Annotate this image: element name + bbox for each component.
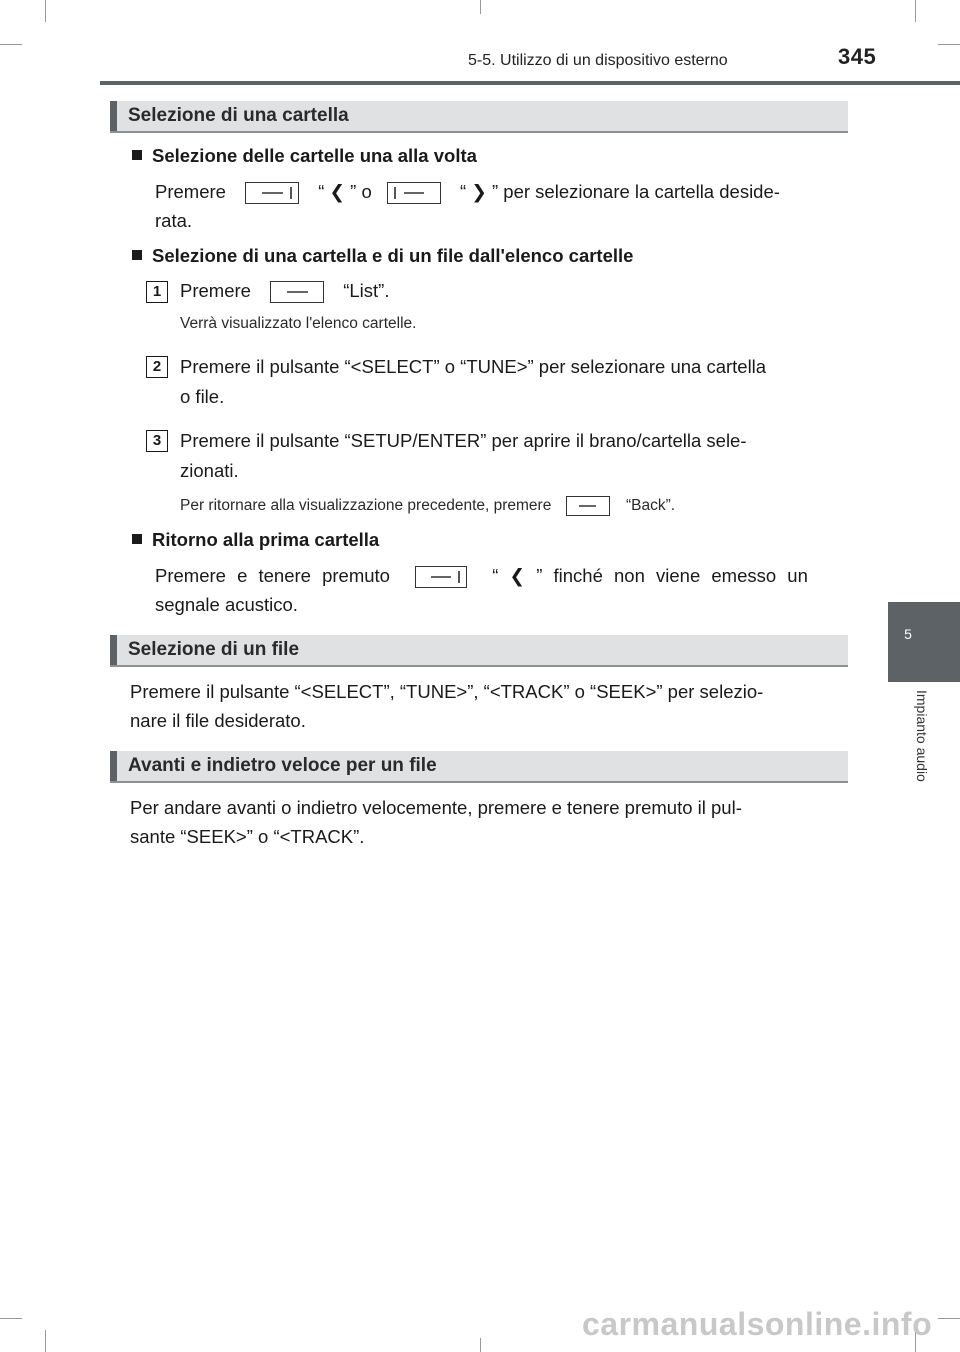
step-2-line2: o file. — [180, 386, 225, 407]
crop-mark — [480, 0, 481, 14]
chapter-tab-number: 5 — [904, 626, 912, 642]
section-stripe — [110, 751, 117, 781]
crop-mark — [45, 1330, 46, 1352]
ffrew-line1: Per andare avanti o indietro velocemente, premere e tenere premuto il pul- — [130, 797, 742, 818]
chapter-title: 5-5. Utilizzo di un dispositivo esterno — [468, 52, 728, 69]
bullet-square-icon — [132, 534, 142, 544]
step-3-line2: zionati. — [180, 460, 239, 481]
paragraph-first-folder: Premere e tenere premuto “ ❮ ” finché non viene emesso un — [155, 561, 845, 590]
step-number: 3 — [146, 430, 168, 452]
crop-mark — [915, 0, 916, 22]
page-number: 345 — [838, 44, 877, 69]
subheading-list: Selezione di una cartella e di un file dall'elenco cartelle — [132, 245, 633, 267]
crop-mark — [45, 0, 46, 22]
bullet-square-icon — [132, 150, 142, 160]
crop-mark — [480, 1338, 481, 1352]
step-1-note: Verrà visualizzato l'elenco cartelle. — [180, 315, 417, 332]
header-rule — [100, 81, 960, 85]
step-1-text: Premere “List”. — [180, 276, 389, 305]
file-line1: Premere il pulsante “<SELECT”, “TUNE>”, “<TRACK” o “SEEK>” per selezio- — [130, 681, 764, 702]
button-icon — [566, 496, 610, 516]
button-icon — [415, 566, 467, 588]
paragraph-line: segnale acustico. — [155, 594, 298, 615]
section-title-ffrew: Avanti e indietro veloce per un file — [128, 755, 437, 776]
chapter-side-label: Impianto audio — [914, 690, 930, 782]
section-bar-ffrew — [110, 751, 848, 783]
subheading-one-by-one: Selezione delle cartelle una alla volta — [132, 145, 477, 167]
section-title-folder: Selezione di una cartella — [128, 105, 349, 126]
bullet-square-icon — [132, 250, 142, 260]
step-2-line1: Premere il pulsante “<SELECT” o “TUNE>” per selezionare una cartella — [180, 356, 767, 377]
button-icon — [270, 281, 324, 303]
crop-mark — [0, 1318, 22, 1319]
button-icon — [245, 182, 299, 204]
chapter-side-tab — [888, 602, 960, 682]
subheading-first-folder: Ritorno alla prima cartella — [132, 529, 379, 551]
section-stripe — [110, 101, 117, 131]
ffrew-line2: sante “SEEK>” o “<TRACK”. — [130, 826, 365, 847]
step-number: 2 — [146, 356, 168, 378]
section-bar-folder — [110, 101, 848, 133]
crop-mark — [0, 44, 22, 45]
step-3-line1: Premere il pulsante “SETUP/ENTER” per aprire il brano/cartella sele- — [180, 430, 747, 451]
button-icon — [387, 182, 441, 204]
step-number: 1 — [146, 281, 168, 303]
section-bar-file — [110, 635, 848, 667]
step-3-note: Per ritornare alla visualizzazione precedente, premere “Back”. — [180, 497, 676, 515]
section-title-file: Selezione di un file — [128, 639, 300, 660]
section-stripe — [110, 635, 117, 665]
paragraph-line: rata. — [155, 210, 193, 231]
watermark: carmanualsonline.info — [582, 1306, 933, 1342]
crop-mark — [938, 44, 960, 45]
paragraph-one-by-one: Premere “ ❮ ” o “ ❯ ” per selezionare la cartella deside- — [155, 177, 845, 206]
crop-mark — [938, 1318, 960, 1319]
file-line2: nare il file desiderato. — [130, 710, 306, 731]
